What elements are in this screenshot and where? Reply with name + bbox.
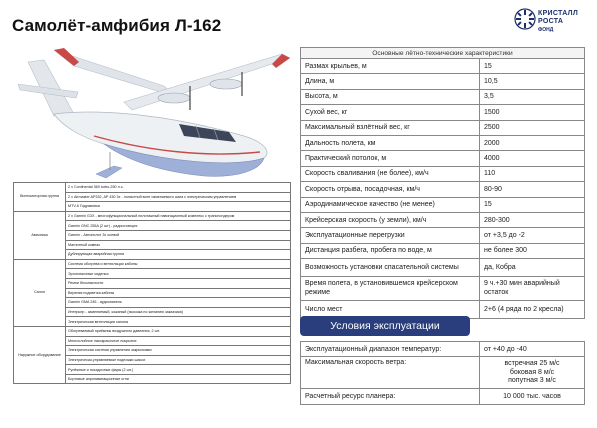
spec-label: Скорость сваливания (не более), км/ч (301, 166, 480, 181)
spec-label: Число мест (301, 301, 480, 319)
equipment-item: Электрически-управляемые подножки шасси (66, 355, 291, 365)
spec-value: 15 (480, 59, 585, 74)
spec-value: 4000 (480, 151, 585, 166)
spec-label: Эксплуатационные перегрузки (301, 228, 480, 243)
spec-label: Дальность полета, км (301, 135, 480, 150)
spec-label: Практический потолок, м (301, 151, 480, 166)
equipment-item: Электрическая система управления закрылками (66, 346, 291, 356)
resource-value: 10 000 тыс. часов (480, 389, 585, 404)
wind-line: попутная 3 м/с (508, 377, 556, 385)
logo-line-1: КРИСТАЛЛ (538, 10, 579, 17)
conditions-table (300, 341, 585, 405)
equipment-row (14, 183, 291, 193)
wind-label: Максимальная скорость ветра: (301, 357, 480, 389)
equipment-row (14, 211, 291, 221)
equipment-item: Дублирующая аварийная группа (66, 250, 291, 260)
spec-label: Длина, м (301, 74, 480, 89)
crystal-logo-icon (514, 8, 536, 30)
wind-values (480, 357, 585, 389)
specs-header: Основные лётно-технические характеристики (301, 48, 585, 59)
equipment-item: Garmin - Автопилот 3х осевой (66, 230, 291, 240)
spec-value: 2+6 (4 ряда по 2 кресла) (480, 301, 585, 319)
equipment-item: Бортовые аэронавигационные огни (66, 374, 291, 384)
spec-value: 1500 (480, 105, 585, 120)
equipment-item: Рулёжные и посадочные фары (2 шт.) (66, 365, 291, 375)
conditions-banner: Условия эксплуатации (300, 316, 470, 336)
equipment-item: 2 х Continental 360 turbo-250 л.с. (66, 183, 291, 193)
logo-line-2: РОСТА (538, 18, 564, 25)
spec-value: от +3,5 до -2 (480, 228, 585, 243)
equipment-item: Система обогрева и вентиляции кабины (66, 259, 291, 269)
spec-label: Аэродинамическое качество (не менее) (301, 197, 480, 212)
equipment-group-name: Салон (14, 259, 66, 326)
spec-label: Дистанция разбега, пробега по воде, м (301, 243, 480, 258)
equipment-item: Верхняя подсветка кабины (66, 288, 291, 298)
equipment-item: 2 х Garmin G3X - многофункциональный пилотажный навигационный комплекс с транспондером (66, 211, 291, 221)
equipment-row (14, 259, 291, 269)
spec-value: не более 300 (480, 243, 585, 258)
wind-line: встречная 25 м/с (504, 360, 560, 368)
spec-value: да, Кобра (480, 259, 585, 277)
equipment-item: Garmin GNC 255A (2 шт) - радиостанция (66, 221, 291, 231)
equipment-table (13, 182, 291, 384)
equipment-item: 2 х Airmaster AP332, AP 430 3х - лопастной винт изменяемого шага с электрическим управлением (66, 192, 291, 202)
temp-label: Эксплуатационный диапазон температур: (301, 342, 480, 357)
spec-value: 2500 (480, 120, 585, 135)
equipment-group-name: Наружное оборудование (14, 326, 66, 384)
equipment-item: Эргономичные сиденья (66, 269, 291, 279)
equipment-item: Garmin GMA 245 - аудиопанель (66, 298, 291, 308)
equipment-row (14, 326, 291, 336)
page-title: Самолёт-амфибия Л-162 (12, 16, 222, 35)
spec-value: 9 ч.+30 мин аварийный остаток (480, 277, 585, 301)
equipment-item: Многослойное лакокрасочное покрытие (66, 336, 291, 346)
equipment-item: Обогреваемый приёмник воздушного давления, 2 шт. (66, 326, 291, 336)
spec-label: Размах крыльев, м (301, 59, 480, 74)
spec-label: Скорость отрыва, посадочная, км/ч (301, 182, 480, 197)
amphibian-aircraft-icon (14, 44, 290, 184)
spec-value: 3,5 (480, 89, 585, 104)
equipment-group-name: Винтомоторная группа (14, 183, 66, 212)
equipment-item: Электрическая вентиляция салона (66, 317, 291, 327)
spec-label: Возможность установки спасательной системы (301, 259, 480, 277)
spec-value: 280-300 (480, 212, 585, 227)
spec-label: Сухой вес, кг (301, 105, 480, 120)
equipment-item: Интерьер - заменяемый, кожаный (экокожа по желанию заказчика) (66, 307, 291, 317)
equipment-item: Ремни безопасности (66, 278, 291, 288)
spec-value: 2000 (480, 135, 585, 150)
spec-label: Крейсерская скорость (у земли), км/ч (301, 212, 480, 227)
spec-value: 80-90 (480, 182, 585, 197)
temp-value: от +40 до -40 (480, 342, 585, 357)
spec-label: Максимальный взлётный вес, кг (301, 120, 480, 135)
spec-value: 10,5 (480, 74, 585, 89)
spec-label: Время полета, в установившемся крейсерском режиме (301, 277, 480, 301)
equipment-group-name: Авионика (14, 211, 66, 259)
resource-label: Расчетный ресурс планера: (301, 389, 480, 404)
equipment-item: Магнитный компас (66, 240, 291, 250)
wind-line: боковая 8 м/с (509, 368, 555, 376)
specs-table (300, 47, 585, 319)
spec-label: Высота, м (301, 89, 480, 104)
equipment-item: MTV-6 Гидравлика (66, 202, 291, 212)
logo-line-3: ФОНД (538, 27, 554, 33)
spec-value: 110 (480, 166, 585, 181)
spec-value: 15 (480, 197, 585, 212)
brand-logo (514, 7, 590, 35)
